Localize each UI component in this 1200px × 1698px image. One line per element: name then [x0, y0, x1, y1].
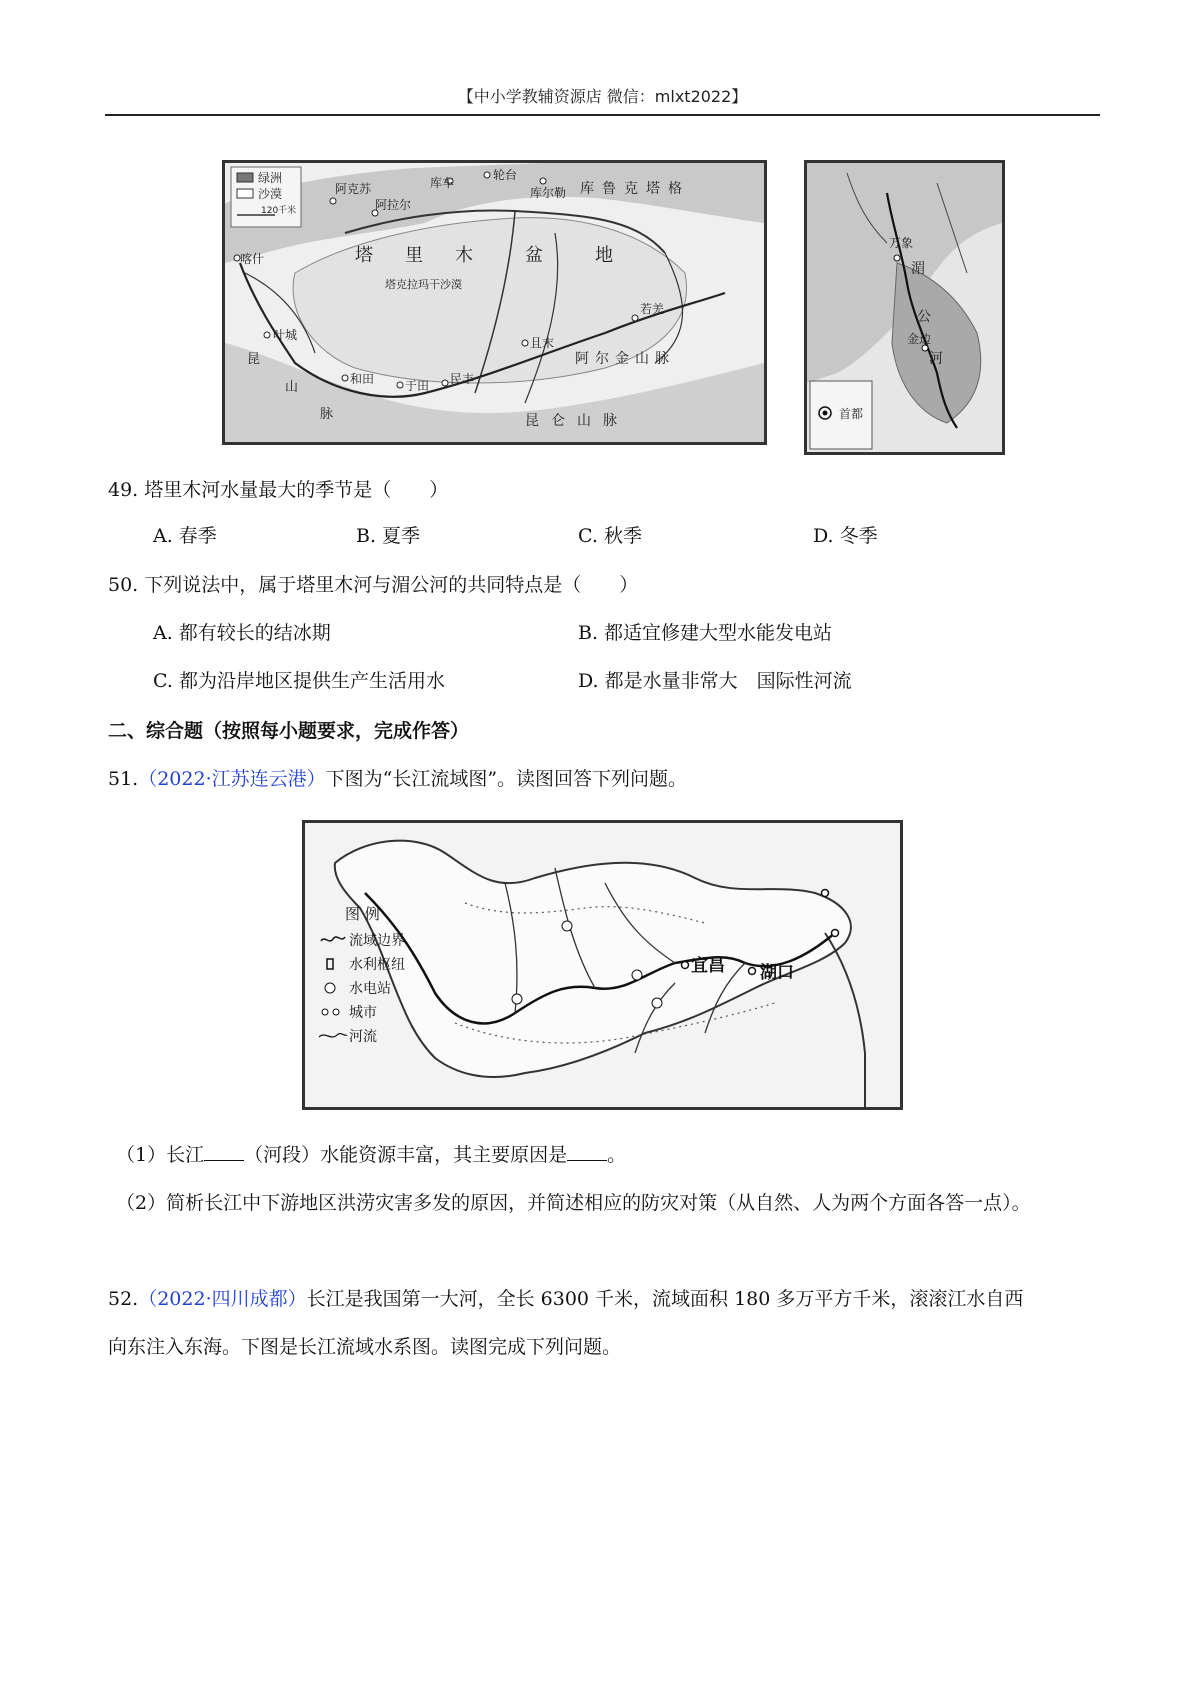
desert-label: 塔克拉玛干沙漠 [385, 278, 462, 291]
kun-char: 昆 [247, 352, 261, 367]
header-rule [105, 114, 1100, 116]
q52-source-link[interactable]: （2022·四川成都） [138, 1288, 307, 1310]
q51-source-link[interactable]: （2022·江苏连云港） [138, 768, 326, 790]
q49-option-a: A. 春季 [153, 525, 217, 547]
q52-number: 52. [108, 1288, 139, 1310]
q50-option-b: B. 都适宜修建大型水能发电站 [578, 622, 833, 644]
mekong-char-2: 公 [917, 309, 931, 325]
basin-char-5: 地 [595, 245, 613, 266]
legend-desert: 沙漠 [258, 187, 283, 201]
yangtze-legend-title: 图 例 [345, 905, 380, 923]
q51-sub1-blank-2[interactable] [567, 1142, 607, 1161]
tarim-basin-map [222, 160, 767, 445]
yangtze-basin-map [302, 820, 903, 1110]
q52-text-1: 长江是我国第一大河，全长 6300 千米，流域面积 180 多万平方千米，滚滚江水自西 [306, 1288, 1024, 1310]
vientiane-label: 万象 [889, 236, 914, 250]
q51-sub1-part-c: 。 [607, 1144, 627, 1166]
legend-city: 城市 [349, 1005, 377, 1021]
city-hukou: 湖口 [760, 963, 794, 983]
q51-sub1-part-a: （1）长江 [116, 1144, 205, 1166]
city-yutian: 于田 [405, 379, 430, 393]
q52-intro [108, 1286, 1023, 1312]
basin-char-1: 塔 [355, 245, 373, 266]
q51-sub2: （2）简析长江中下游地区洪涝灾害多发的原因，并简述相应的防灾对策（从自然、人为两个方面各答一点）。 [116, 1192, 1031, 1214]
q51-text: 下图为“长江流域图”。读图回答下列问题。 [325, 768, 688, 790]
city-aksu: 阿克苏 [335, 182, 372, 196]
legend-hydropower: 水电站 [349, 981, 391, 997]
q50-stem: 50. 下列说法中，属于塔里木河与湄公河的共同特点是（ ） [108, 574, 639, 596]
city-ruoqiang: 若羌 [640, 302, 665, 316]
q51-number: 51. [108, 768, 139, 790]
mekong-map [804, 160, 1005, 455]
capital-legend-label: 首都 [839, 407, 864, 421]
legend-basin-boundary: 流域边界 [349, 933, 405, 949]
q50-option-c: C. 都为沿岸地区提供生产生活用水 [153, 670, 445, 692]
altun-mountains-label: 阿尔金山脉 [575, 351, 675, 367]
q49-option-d: D. 冬季 [813, 525, 878, 547]
q49-option-c: C. 秋季 [578, 525, 642, 547]
q51-sub1-blank-1[interactable] [204, 1142, 244, 1161]
q52-text-2: 向东注入东海。下图是长江流域水系图。读图完成下列问题。 [108, 1336, 622, 1358]
q51-intro [108, 766, 687, 792]
q50-option-d: D. 都是水量非常大 国际性河流 [578, 670, 852, 692]
city-luntai: 轮台 [493, 168, 518, 182]
basin-char-3: 木 [455, 245, 473, 266]
section2-title: 二、综合题（按照每小题要求，完成作答） [108, 720, 470, 742]
scale-label: 120千米 [261, 206, 297, 216]
city-qiemo: 且末 [530, 336, 555, 350]
q49-option-b: B. 夏季 [356, 525, 421, 547]
q51-sub1 [116, 1142, 626, 1168]
legend-water-project: 水利枢纽 [349, 957, 405, 973]
q51-sub1-part-b: （河段）水能资源丰富，其主要原因是 [244, 1144, 568, 1166]
page-header: 【中小学教辅资源店 微信：mlxt2022】 [457, 87, 748, 106]
mekong-char-3: 河 [929, 351, 943, 367]
city-yichang: 宜昌 [691, 956, 725, 976]
basin-char-2: 里 [405, 245, 423, 266]
city-hotan: 和田 [350, 372, 375, 386]
city-yecheng: 叶城 [273, 328, 298, 342]
legend-oasis: 绿洲 [258, 171, 283, 185]
city-kashgar: 喀什 [240, 252, 265, 266]
legend-river: 河流 [349, 1029, 377, 1045]
basin-char-4: 盆 [525, 245, 543, 266]
city-kuqa: 库车 [430, 176, 455, 190]
kunlun-mountains-label: 昆仑山脉 [525, 413, 629, 429]
phnom-penh-label: 金边 [907, 332, 932, 346]
kuruktag-label: 库鲁克塔格 [580, 181, 690, 197]
shan-char: 山 [285, 380, 299, 395]
city-minfeng: 民丰 [450, 372, 475, 386]
city-korla: 库尔勒 [530, 186, 567, 200]
q50-option-a: A. 都有较长的结冰期 [153, 622, 331, 644]
mai-char: 脉 [320, 407, 334, 422]
city-alar: 阿拉尔 [375, 198, 412, 212]
mekong-char-1: 湄 [911, 261, 925, 277]
q49-stem: 49. 塔里木河水量最大的季节是（ ） [108, 479, 449, 501]
